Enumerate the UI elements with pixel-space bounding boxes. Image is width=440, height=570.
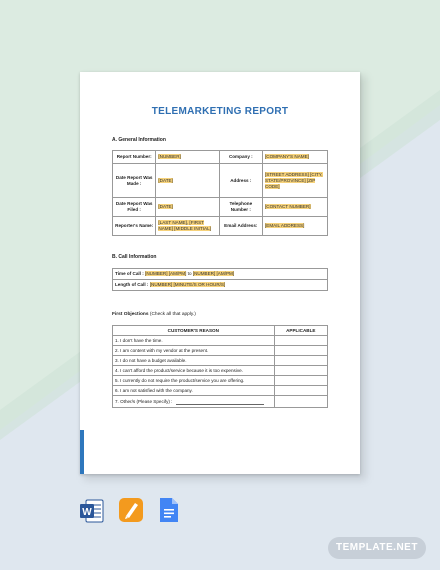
first-objections-heading xyxy=(112,312,196,317)
email-value[interactable]: [EMAIL ADDRESS] xyxy=(265,223,305,228)
table-row xyxy=(113,280,328,291)
table-row xyxy=(113,217,328,236)
table-row xyxy=(113,356,328,366)
date-filed-value[interactable]: [DATE] xyxy=(158,204,173,209)
date-filed-label: Date Report Was Filed : xyxy=(113,198,156,217)
general-info-table xyxy=(112,150,328,236)
table-row xyxy=(113,376,328,386)
reason-4: 4. I can't afford the product/service because it is too expensive. xyxy=(113,366,275,376)
reason-1: 1. I don't have the time. xyxy=(113,336,275,346)
date-made-label: Date Report Was Made : xyxy=(113,164,156,198)
page-accent-strip xyxy=(80,430,84,474)
company-value[interactable]: [COMPANY'S NAME] xyxy=(265,154,309,159)
table-row xyxy=(113,386,328,396)
report-number-label: Report Number: xyxy=(113,151,156,164)
applicable-cell[interactable] xyxy=(274,336,327,346)
applicable-cell[interactable] xyxy=(274,356,327,366)
reason-6: 6. I am not satisfied with the company. xyxy=(113,386,275,396)
table-row xyxy=(113,366,328,376)
applicable-cell[interactable] xyxy=(274,376,327,386)
table-row xyxy=(113,164,328,198)
google-docs-icon[interactable] xyxy=(158,497,180,523)
telephone-label: Telephone Number : xyxy=(219,198,262,217)
reporter-name-value[interactable]: [LAST NAME], [FIRST NAME] [MIDDLE INITIAL] xyxy=(158,220,211,231)
table-row xyxy=(113,151,328,164)
reporter-name-label: Reporter's Name: xyxy=(113,217,156,236)
table-row xyxy=(113,198,328,217)
objections-table xyxy=(112,325,328,408)
customers-reason-header: CUSTOMER'S REASON xyxy=(113,326,275,336)
pages-icon[interactable] xyxy=(118,497,144,523)
length-of-call-value[interactable]: [NUMBER] [MINUTE/S OR HOUR/S] xyxy=(149,282,226,287)
template-net-watermark: TEMPLATE.NET xyxy=(328,537,426,559)
first-objections-label: First Objections xyxy=(112,312,149,317)
table-row xyxy=(113,336,328,346)
company-label: Company : xyxy=(219,151,262,164)
telephone-value[interactable]: [CONTACT NUMBER] xyxy=(265,204,311,209)
date-made-value[interactable]: [DATE] xyxy=(158,177,173,183)
address-label: Address : xyxy=(219,164,262,198)
table-row xyxy=(113,346,328,356)
time-of-call-label: Time of Call : xyxy=(115,271,144,276)
call-info-table xyxy=(112,268,328,291)
report-number-value[interactable]: [NUMBER] xyxy=(158,154,181,159)
section-b-heading: B. Call Information xyxy=(112,254,157,260)
address-value[interactable]: [STREET ADDRESS] [CITY, STATE/PROVINCE] [ZIP CODE] xyxy=(265,171,323,189)
email-label: Email Address: xyxy=(219,217,262,236)
table-row xyxy=(113,396,328,408)
specify-line[interactable] xyxy=(176,404,264,405)
applicable-header: APPLICABLE xyxy=(274,326,327,336)
word-icon-letter: W xyxy=(82,507,92,518)
reason-7: 7. Other/s (Please Specify) : xyxy=(115,398,173,404)
reason-2: 2. I am content with my vendor at the present. xyxy=(113,346,275,356)
reason-5: 5. I currently do not require the product/service you are offering. xyxy=(113,376,275,386)
document-title: TELEMARKETING REPORT xyxy=(151,106,289,117)
word-icon[interactable] xyxy=(79,498,105,524)
applicable-cell[interactable] xyxy=(274,366,327,376)
time-end-value[interactable]: [NUMBER] [AM/PM] xyxy=(192,271,235,276)
time-start-value[interactable]: [NUMBER] [AM/PM] xyxy=(145,271,187,276)
table-header-row xyxy=(113,326,328,336)
reason-3: 3. I do not have a budget available. xyxy=(113,356,275,366)
applicable-cell[interactable] xyxy=(274,346,327,356)
time-to-text: to xyxy=(186,271,193,276)
length-of-call-label: Length of Call : xyxy=(115,282,149,287)
first-objections-hint: (Check all that apply.) xyxy=(148,312,196,317)
applicable-cell[interactable] xyxy=(274,396,327,408)
table-row xyxy=(113,269,328,280)
section-a-heading: A. General Information xyxy=(112,137,166,143)
applicable-cell[interactable] xyxy=(274,386,327,396)
